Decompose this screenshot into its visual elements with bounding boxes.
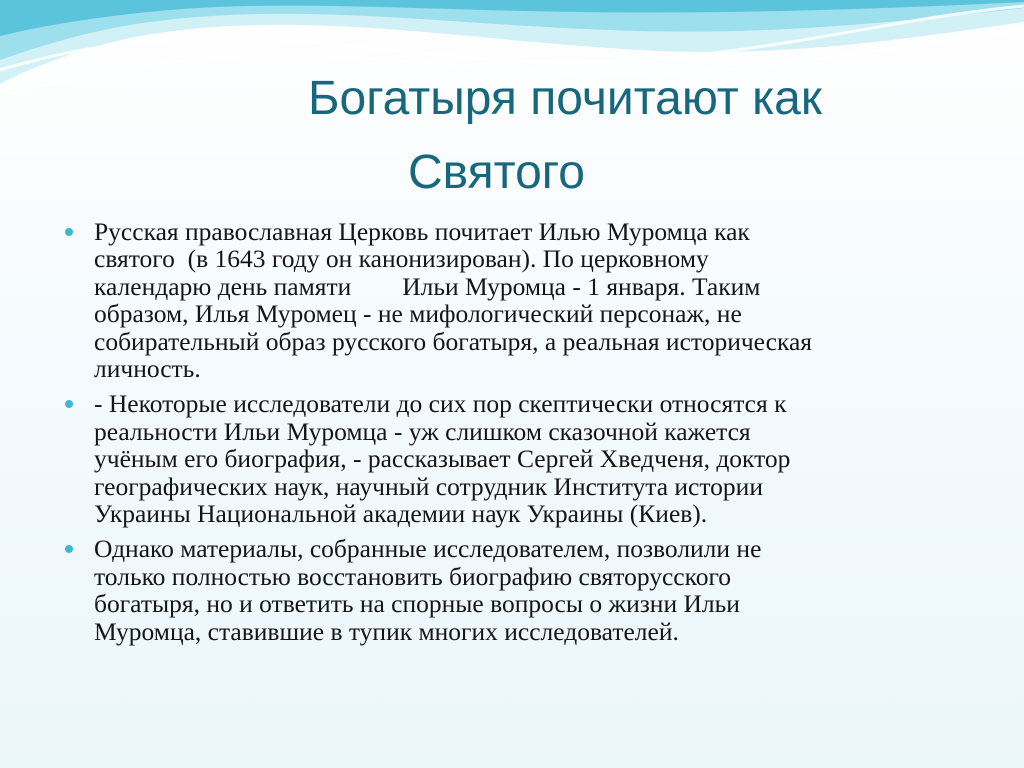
bullet-text: - Некоторые исследователи до сих пор скептически относятся к реальности Ильи Муромца - уж слишком сказочной кажется учёным его биография, - рассказывает Сергей Хведченя, доктор географических наук, научный сотрудник Института истории Украины Национальной академии наук Украины (Киев). [94,389,791,529]
bullet-text: Русская православная Церковь почитает Илью Муромца как святого (в 1643 году он канонизирован). По церковному календарю день памяти Ильи Муромца - 1 января. Таким образом, Илья Муромец - не мифологический персонаж, не собирательный образ русского богатыря, а реальная историческая личность. [94,217,812,384]
bullet-dot-icon [65,228,73,236]
bullet-dot-icon [65,400,73,408]
bullet-dot-icon [65,545,73,553]
bullet-list [62,218,982,653]
title-line-1: Богатыря почитают как [308,72,822,125]
bullet-item [62,535,982,645]
bullet-item [62,218,982,382]
bullet-item [62,390,982,527]
bullet-text: Однако материалы, собранные исследователем, позволили не только полностью восстановить биографию святорусского богатыря, но и ответить на спорные вопросы о жизни Ильи Муромца, ставившие в тупик многих исследователей. [94,534,762,646]
title-line-2: Святого [408,146,585,199]
